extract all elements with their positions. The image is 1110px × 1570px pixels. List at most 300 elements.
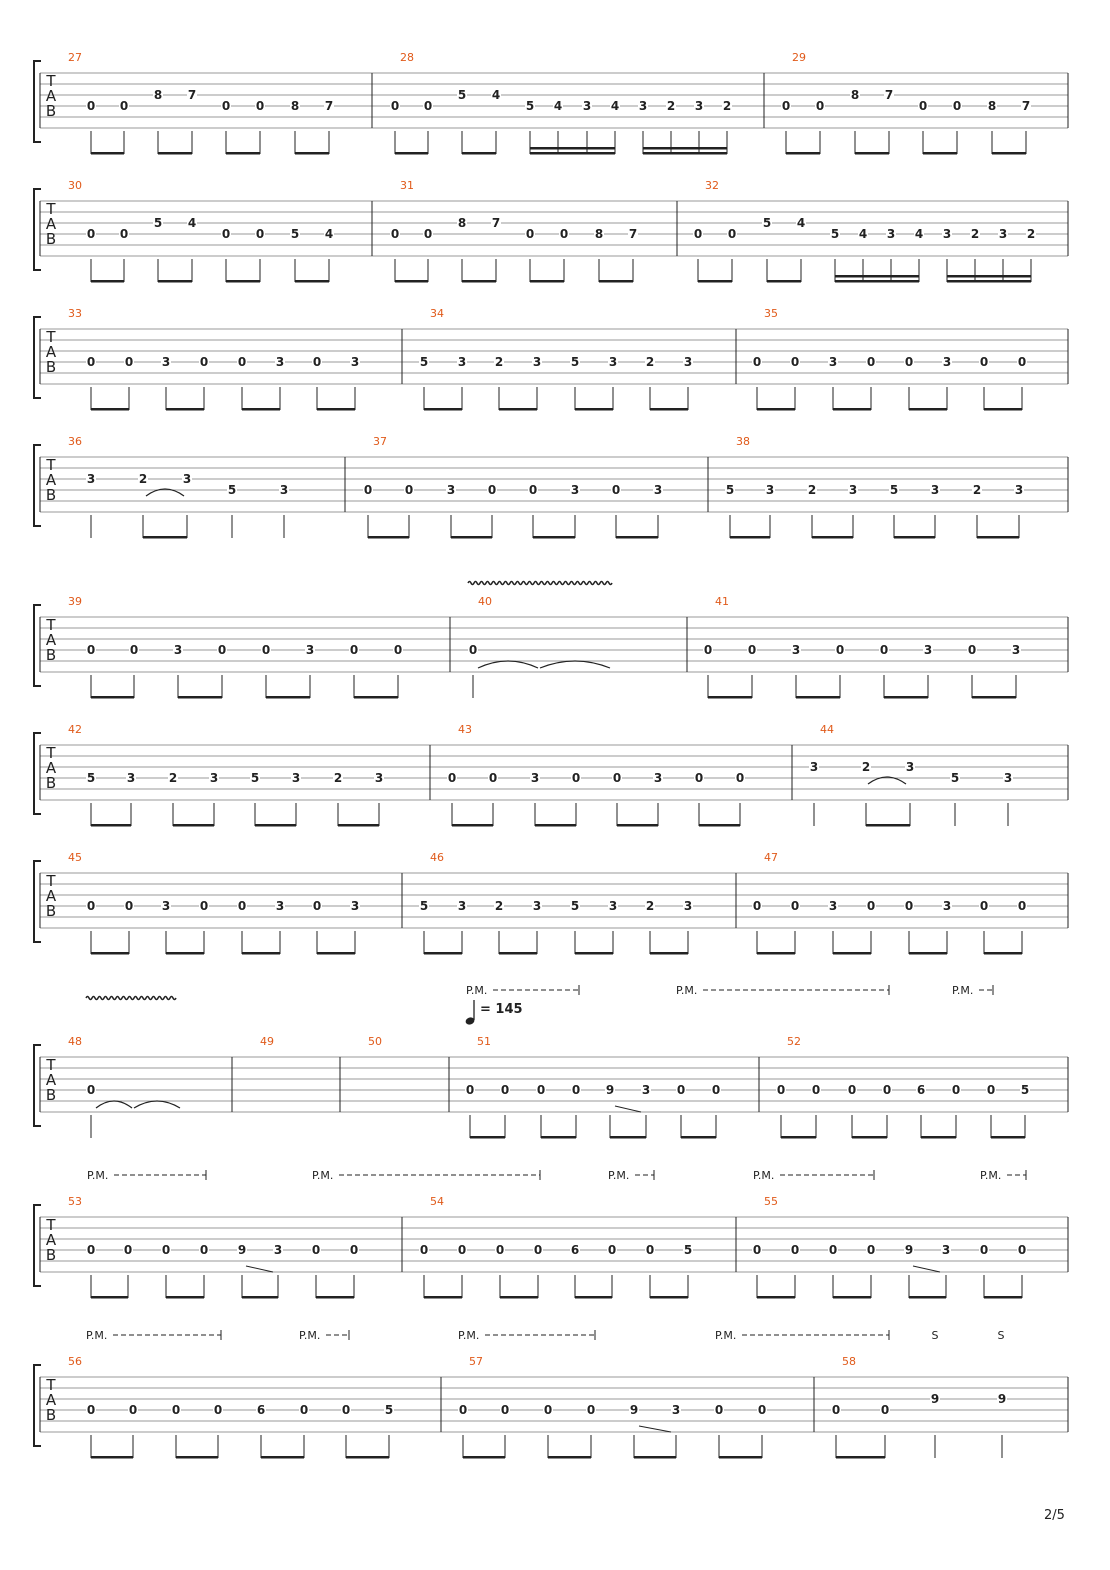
beam (158, 280, 192, 283)
tab-clef-letter: B (45, 774, 57, 792)
beam (500, 1296, 538, 1299)
fret-number: 3 (305, 643, 315, 657)
measure-number: 50 (368, 1035, 382, 1048)
fret-number: 0 (866, 1243, 876, 1257)
measure-number: 34 (430, 307, 444, 320)
tab-clef-letter: B (45, 486, 57, 504)
fret-number: 9 (605, 1083, 615, 1097)
fret-number: 2 (168, 771, 178, 785)
fret-number: 3 (161, 355, 171, 369)
fret-number: 3 (941, 1243, 951, 1257)
tempo-value: = 145 (480, 1002, 523, 1017)
fret-number: 0 (255, 99, 265, 113)
measure-number: 30 (68, 179, 82, 192)
fret-number: 0 (419, 1243, 429, 1257)
fret-number: 0 (237, 899, 247, 913)
tab-clef-letter: T (46, 616, 56, 634)
tab-clef-letter: T (46, 744, 56, 762)
beam (530, 152, 615, 155)
beam (176, 1456, 218, 1459)
fret-number: 3 (126, 771, 136, 785)
fret-number: 3 (942, 899, 952, 913)
beam (166, 952, 204, 955)
fret-number: 0 (543, 1403, 553, 1417)
beam (470, 1136, 505, 1139)
fret-number: 3 (653, 771, 663, 785)
fret-number: 0 (866, 355, 876, 369)
beam (894, 536, 935, 539)
fret-number: 0 (255, 227, 265, 241)
fret-number: 3 (608, 355, 618, 369)
fret-number: 0 (86, 899, 96, 913)
palm-mute-label: P.M. (715, 1329, 737, 1342)
tab-clef-letter: T (46, 1056, 56, 1074)
fret-number: 0 (423, 99, 433, 113)
fret-number: 3 (923, 643, 933, 657)
fret-number: 0 (752, 1243, 762, 1257)
beam (757, 1296, 795, 1299)
beam (255, 824, 296, 827)
fret-number: 0 (586, 1403, 596, 1417)
beam (346, 1456, 389, 1459)
tab-clef-letter: B (45, 230, 57, 248)
beam (91, 696, 134, 699)
measure-number: 44 (820, 723, 834, 736)
fret-number: 3 (791, 643, 801, 657)
fret-number: 0 (500, 1403, 510, 1417)
beam (855, 152, 889, 155)
tab-clef-letter: T (46, 328, 56, 346)
beam (158, 152, 192, 155)
measure-number: 53 (68, 1195, 82, 1208)
fret-number: 3 (182, 472, 192, 486)
tab-clef-letter: A (45, 1391, 57, 1409)
beam (226, 280, 260, 283)
beam (541, 1136, 576, 1139)
tab-clef-letter: B (45, 902, 57, 920)
fret-number: 0 (86, 643, 96, 657)
measure-number: 37 (373, 435, 387, 448)
tab-system (34, 1035, 1068, 1139)
measure-number: 32 (705, 179, 719, 192)
beam (91, 952, 129, 955)
beam (295, 152, 329, 155)
fret-number: 2 (333, 771, 343, 785)
fret-number: 0 (86, 1403, 96, 1417)
measure-number: 39 (68, 595, 82, 608)
fret-number: 0 (161, 1243, 171, 1257)
fret-number: 3 (374, 771, 384, 785)
beam (91, 280, 124, 283)
fret-number: 3 (1014, 483, 1024, 497)
fret-number: 3 (848, 483, 858, 497)
beam (395, 280, 428, 283)
beam (947, 280, 1031, 283)
fret-number: 0 (703, 643, 713, 657)
tab-clef-letter: B (45, 1246, 57, 1264)
tab-system (34, 307, 1068, 411)
fret-number: 3 (828, 355, 838, 369)
fret-number: 2 (666, 99, 676, 113)
fret-number: 0 (447, 771, 457, 785)
beam (317, 952, 355, 955)
palm-mute-label: P.M. (86, 1329, 108, 1342)
beam (266, 696, 310, 699)
fret-number: 0 (752, 355, 762, 369)
beam (767, 280, 801, 283)
fret-number: 0 (676, 1083, 686, 1097)
fret-number: 3 (765, 483, 775, 497)
fret-number: 0 (423, 227, 433, 241)
measure-number: 41 (715, 595, 729, 608)
fret-number: 0 (124, 355, 134, 369)
beam (909, 1296, 946, 1299)
beam (530, 147, 615, 150)
beam (643, 152, 727, 155)
fret-number: 0 (171, 1403, 181, 1417)
beam (499, 408, 537, 411)
beam (833, 952, 871, 955)
beam (757, 952, 795, 955)
fret-number: 3 (683, 355, 693, 369)
beam (730, 536, 770, 539)
fret-number: 0 (312, 355, 322, 369)
measure-number: 38 (736, 435, 750, 448)
palm-mute-label: P.M. (87, 1169, 109, 1182)
fret-number: 0 (952, 99, 962, 113)
tab-clef-letter: T (46, 72, 56, 90)
fret-number: 7 (1021, 99, 1031, 113)
fret-number: 2 (645, 355, 655, 369)
vibrato-mark (468, 582, 612, 585)
fret-number: 3 (809, 760, 819, 774)
fret-number: 0 (790, 355, 800, 369)
beam (499, 952, 537, 955)
fret-number: 0 (199, 899, 209, 913)
fret-number: 0 (119, 227, 129, 241)
fret-number: 0 (781, 99, 791, 113)
fret-number: 0 (866, 899, 876, 913)
beam (368, 536, 409, 539)
fret-number: 0 (500, 1083, 510, 1097)
fret-number: 0 (124, 899, 134, 913)
fret-number: 5 (570, 355, 580, 369)
fret-number: 5 (384, 1403, 394, 1417)
tab-system (34, 1355, 1068, 1459)
beam (852, 1136, 887, 1139)
fret-number: 0 (831, 1403, 841, 1417)
fret-number: 0 (882, 1083, 892, 1097)
beam (295, 280, 329, 283)
fret-number: 0 (904, 355, 914, 369)
measure-number: 46 (430, 851, 444, 864)
fret-number: 3 (942, 355, 952, 369)
tab-clef-letter: B (45, 646, 57, 664)
fret-number: 0 (341, 1403, 351, 1417)
palm-mute-label: P.M. (312, 1169, 334, 1182)
fret-number: 3 (638, 99, 648, 113)
beam (535, 824, 576, 827)
beam (338, 824, 379, 827)
tab-clef-letter: A (45, 87, 57, 105)
measure-number: 57 (469, 1355, 483, 1368)
beam (909, 408, 947, 411)
fret-number: 0 (918, 99, 928, 113)
fret-number: 3 (671, 1403, 681, 1417)
beam (317, 408, 355, 411)
beam (984, 952, 1022, 955)
fret-number: 0 (727, 227, 737, 241)
measure-number: 28 (400, 51, 414, 64)
fret-number: 0 (951, 1083, 961, 1097)
beam (836, 1456, 885, 1459)
measure-number: 42 (68, 723, 82, 736)
tab-clef-letter: B (45, 1406, 57, 1424)
fret-number: 3 (350, 355, 360, 369)
fret-number: 9 (904, 1243, 914, 1257)
fret-number: 0 (128, 1403, 138, 1417)
fret-number: 0 (559, 227, 569, 241)
beam (548, 1456, 591, 1459)
beam (681, 1136, 716, 1139)
fret-number: 0 (261, 643, 271, 657)
fret-number: 3 (1003, 771, 1013, 785)
fret-number: 5 (570, 899, 580, 913)
fret-number: 3 (446, 483, 456, 497)
fret-number: 0 (468, 643, 478, 657)
measure-number: 43 (458, 723, 472, 736)
fret-number: 3 (608, 899, 618, 913)
fret-number: 5 (419, 899, 429, 913)
tab-clef-letter: A (45, 887, 57, 905)
fret-number: 5 (830, 227, 840, 241)
vibrato-mark (86, 997, 176, 1000)
beam (143, 536, 187, 539)
fret-number: 5 (725, 483, 735, 497)
beam (977, 536, 1019, 539)
beam (462, 152, 496, 155)
fret-number: 4 (796, 216, 806, 230)
fret-number: 0 (465, 1083, 475, 1097)
fret-number: 0 (986, 1083, 996, 1097)
beam (835, 280, 919, 283)
beam (699, 824, 740, 827)
fret-number: 7 (324, 99, 334, 113)
fret-number: 3 (209, 771, 219, 785)
fret-number: 0 (879, 643, 889, 657)
beam (833, 1296, 871, 1299)
fret-number: 5 (762, 216, 772, 230)
fret-number: 2 (970, 227, 980, 241)
beam (424, 408, 462, 411)
beam (530, 280, 564, 283)
fret-number: 0 (349, 1243, 359, 1257)
fret-number: 8 (987, 99, 997, 113)
beam (796, 696, 840, 699)
beam (173, 824, 214, 827)
fret-number: 0 (1017, 899, 1027, 913)
measure-number: 48 (68, 1035, 82, 1048)
palm-mute-label: P.M. (952, 984, 974, 997)
fret-number: 0 (86, 1243, 96, 1257)
beam (984, 1296, 1022, 1299)
palm-mute-label: P.M. (466, 984, 488, 997)
tab-system (34, 595, 1068, 699)
fret-number: 0 (129, 643, 139, 657)
tie-arc (134, 1101, 180, 1108)
fret-number: 0 (312, 899, 322, 913)
beam (812, 536, 853, 539)
fret-number: 0 (349, 643, 359, 657)
tab-clef-letter: T (46, 1376, 56, 1394)
beam (923, 152, 957, 155)
fret-number: 0 (86, 99, 96, 113)
fret-number: 3 (530, 771, 540, 785)
fret-number: 4 (187, 216, 197, 230)
beam (575, 408, 613, 411)
beam (316, 1296, 354, 1299)
fret-number: 0 (86, 355, 96, 369)
tab-system (34, 179, 1068, 283)
measure-number: 29 (792, 51, 806, 64)
fret-number: 2 (138, 472, 148, 486)
fret-number: 3 (457, 355, 467, 369)
beam (866, 824, 910, 827)
beam (452, 824, 493, 827)
beam (354, 696, 398, 699)
fret-number: 0 (393, 643, 403, 657)
fret-number: 3 (570, 483, 580, 497)
fret-number: 3 (683, 899, 693, 913)
fret-number: 0 (221, 227, 231, 241)
fret-number: 5 (153, 216, 163, 230)
tab-clef-letter: T (46, 456, 56, 474)
beam (984, 408, 1022, 411)
beam (634, 1456, 676, 1459)
fret-number: 0 (835, 643, 845, 657)
beam (451, 536, 492, 539)
fret-number: 0 (979, 899, 989, 913)
tab-system (34, 723, 1068, 827)
tab-clef-letter: A (45, 759, 57, 777)
slide-line (246, 1266, 273, 1272)
measure-number: 40 (478, 595, 492, 608)
fret-number: 0 (217, 643, 227, 657)
fret-number: 0 (694, 771, 704, 785)
fret-number: 4 (553, 99, 563, 113)
beam (921, 1136, 956, 1139)
beam (991, 1136, 1025, 1139)
fret-number: 0 (711, 1083, 721, 1097)
tab-clef-letter: A (45, 1071, 57, 1089)
fret-number: 0 (612, 771, 622, 785)
beam (242, 408, 280, 411)
fret-number: 0 (747, 643, 757, 657)
beam (599, 280, 633, 283)
tab-clef-letter: B (45, 1086, 57, 1104)
measure-number: 58 (842, 1355, 856, 1368)
fret-number: 5 (457, 88, 467, 102)
fret-number: 2 (645, 899, 655, 913)
fret-number: 0 (86, 227, 96, 241)
beam (226, 152, 260, 155)
fret-number: 3 (161, 899, 171, 913)
beam (424, 1296, 462, 1299)
fret-number: 0 (790, 1243, 800, 1257)
fret-number: 0 (123, 1243, 133, 1257)
tab-clef-letter: T (46, 872, 56, 890)
fret-number: 6 (916, 1083, 926, 1097)
tab-clef-letter: B (45, 102, 57, 120)
fret-number: 2 (494, 355, 504, 369)
fret-number: 3 (532, 899, 542, 913)
fret-number: 0 (828, 1243, 838, 1257)
slide-line (639, 1426, 671, 1432)
fret-number: 5 (889, 483, 899, 497)
palm-mute-label: P.M. (980, 1169, 1002, 1182)
beam (242, 952, 280, 955)
tab-system (34, 851, 1068, 955)
fret-number: 6 (570, 1243, 580, 1257)
fret-number: 0 (752, 899, 762, 913)
tie-arc (96, 1101, 132, 1108)
beam (757, 408, 795, 411)
fret-number: 0 (571, 771, 581, 785)
fret-number: 0 (607, 1243, 617, 1257)
fret-number: 2 (494, 899, 504, 913)
beam (261, 1456, 304, 1459)
beam (91, 1296, 128, 1299)
slide-line (913, 1266, 940, 1272)
fret-number: 5 (419, 355, 429, 369)
tab-system (34, 435, 1068, 539)
measure-number: 51 (477, 1035, 491, 1048)
fret-number: 0 (1017, 1243, 1027, 1257)
fret-number: 7 (187, 88, 197, 102)
measure-number: 31 (400, 179, 414, 192)
beam (650, 408, 688, 411)
fret-number: 0 (735, 771, 745, 785)
beam (698, 280, 732, 283)
fret-number: 3 (694, 99, 704, 113)
fret-number: 0 (536, 1083, 546, 1097)
fret-number: 5 (683, 1243, 693, 1257)
measure-number: 56 (68, 1355, 82, 1368)
fret-number: 5 (86, 771, 96, 785)
fret-number: 5 (950, 771, 960, 785)
fret-number: 9 (629, 1403, 639, 1417)
fret-number: 3 (998, 227, 1008, 241)
beam (947, 275, 1031, 278)
fret-number: 8 (290, 99, 300, 113)
fret-number: 8 (153, 88, 163, 102)
beam (616, 536, 658, 539)
fret-number: 0 (237, 355, 247, 369)
beam (91, 824, 131, 827)
beam (242, 1296, 278, 1299)
tie-arc (478, 661, 538, 668)
measure-number: 35 (764, 307, 778, 320)
fret-number: 0 (645, 1243, 655, 1257)
tab-system (34, 1195, 1068, 1299)
fret-number: 0 (811, 1083, 821, 1097)
fret-number: 3 (291, 771, 301, 785)
fret-number: 8 (850, 88, 860, 102)
tab-clef-letter: A (45, 343, 57, 361)
measure-number: 49 (260, 1035, 274, 1048)
beam (833, 408, 871, 411)
fret-number: 9 (237, 1243, 247, 1257)
